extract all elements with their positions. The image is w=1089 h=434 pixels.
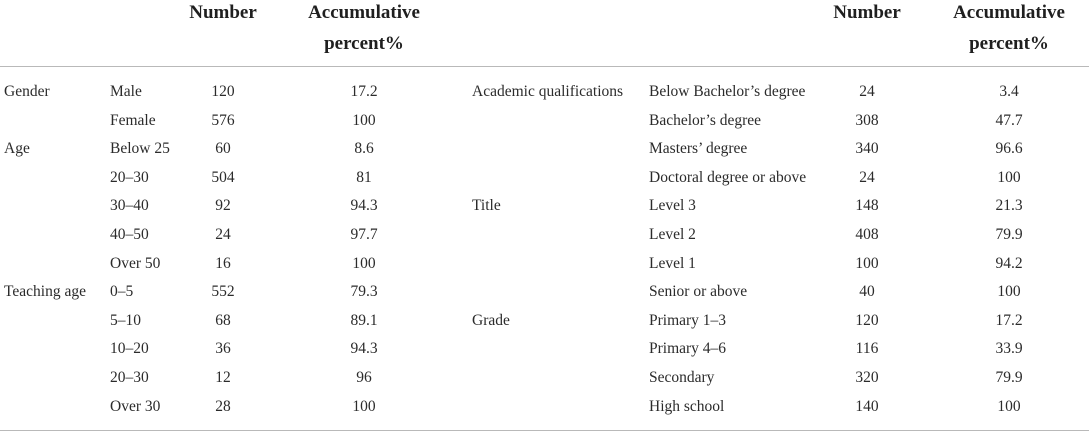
right-subcategory: Level 2: [649, 226, 696, 243]
left-percent: 100: [352, 397, 376, 415]
left-percent: 81: [356, 168, 372, 186]
right-percent: 100: [997, 168, 1021, 186]
right-category: Academic qualifications: [472, 83, 624, 100]
left-subcategory: Over 30: [110, 397, 161, 415]
right-number: 24: [859, 168, 875, 186]
table-row: [0, 164, 1089, 192]
left-number: 552: [211, 283, 235, 301]
header-right-percent-line2: percent%: [969, 33, 1049, 54]
right-category: Title: [472, 197, 501, 215]
right-number: 24: [859, 83, 875, 100]
right-percent: 33.9: [995, 340, 1023, 358]
right-subcategory: High school: [649, 397, 725, 415]
right-percent: 96.6: [995, 140, 1023, 158]
left-percent: 100: [352, 254, 376, 272]
table-row: [0, 278, 1089, 306]
table-bottom-rule: [0, 430, 1089, 431]
header-divider: [0, 66, 1089, 67]
right-percent: 79.9: [995, 226, 1023, 243]
right-number: 148: [855, 197, 879, 215]
right-subcategory: Primary 1–3: [649, 311, 727, 329]
table-row: [0, 107, 1089, 135]
right-number: 408: [855, 226, 879, 243]
left-number: 120: [211, 83, 235, 100]
left-subcategory: Female: [110, 111, 156, 129]
left-percent: 8.6: [354, 140, 374, 158]
left-number: 60: [215, 140, 231, 158]
header-right-number: Number: [833, 2, 901, 23]
table-row: [0, 335, 1089, 363]
right-subcategory: Secondary: [649, 369, 715, 386]
left-number: 504: [211, 168, 235, 186]
left-subcategory: 40–50: [110, 226, 149, 243]
table-row: [0, 78, 1089, 106]
right-percent: 21.3: [995, 197, 1023, 215]
left-subcategory: 20–30: [110, 369, 149, 386]
right-percent: 17.2: [995, 311, 1023, 329]
left-percent: 96: [356, 369, 372, 386]
left-percent: 94.3: [350, 340, 378, 358]
left-number: 36: [215, 340, 231, 358]
left-category: Teaching age: [4, 283, 86, 301]
right-number: 308: [855, 111, 879, 129]
left-percent: 94.3: [350, 197, 378, 215]
right-subcategory: Masters’ degree: [649, 140, 748, 158]
right-number: 340: [855, 140, 879, 158]
right-number: 100: [855, 254, 879, 272]
right-subcategory: Level 1: [649, 254, 696, 272]
left-subcategory: 30–40: [110, 197, 149, 215]
left-category: Age: [4, 140, 30, 158]
right-subcategory: Doctoral degree or above: [649, 168, 807, 186]
right-percent: 100: [997, 397, 1021, 415]
left-number: 576: [211, 111, 235, 129]
right-percent: 79.9: [995, 369, 1023, 386]
left-subcategory: 5–10: [110, 311, 141, 329]
left-subcategory: 10–20: [110, 340, 149, 358]
header-right-percent-line1: Accumulative: [953, 2, 1065, 23]
left-number: 68: [215, 311, 231, 329]
right-subcategory: Level 3: [649, 197, 696, 215]
right-subcategory: Bachelor’s degree: [649, 111, 762, 129]
right-number: 320: [855, 369, 879, 386]
right-number: 120: [855, 311, 879, 329]
header-left-percent-line1: Accumulative: [308, 2, 420, 23]
right-subcategory: Primary 4–6: [649, 340, 727, 358]
left-number: 16: [215, 254, 231, 272]
left-subcategory: Below 25: [110, 140, 170, 158]
right-subcategory: Senior or above: [649, 283, 748, 301]
right-number: 140: [855, 397, 879, 415]
left-category: Gender: [4, 83, 50, 100]
right-percent: 3.4: [999, 83, 1019, 100]
left-percent: 17.2: [350, 83, 378, 100]
table-row: [0, 364, 1089, 392]
right-percent: 94.2: [995, 254, 1023, 272]
left-subcategory: 20–30: [110, 168, 149, 186]
header-left-percent-line2: percent%: [324, 33, 404, 54]
left-percent: 89.1: [350, 311, 378, 329]
left-subcategory: Male: [110, 83, 142, 100]
table-row: [0, 192, 1089, 220]
left-percent: 100: [352, 111, 376, 129]
left-number: 28: [215, 397, 231, 415]
table-row: [0, 135, 1089, 163]
right-number: 40: [859, 283, 875, 301]
table-row: [0, 250, 1089, 278]
right-subcategory: Below Bachelor’s degree: [649, 83, 806, 100]
left-percent: 97.7: [350, 226, 378, 243]
left-number: 92: [215, 197, 231, 215]
left-number: 24: [215, 226, 231, 243]
table-row: [0, 307, 1089, 335]
right-category: Grade: [472, 311, 510, 329]
left-percent: 79.3: [350, 283, 378, 301]
header-left-number: Number: [189, 2, 257, 23]
left-subcategory: 0–5: [110, 283, 134, 301]
right-number: 116: [855, 340, 879, 358]
left-number: 12: [215, 369, 231, 386]
table-row: [0, 393, 1089, 421]
left-subcategory: Over 50: [110, 254, 161, 272]
table-row: [0, 221, 1089, 249]
right-percent: 100: [997, 283, 1021, 301]
right-percent: 47.7: [995, 111, 1023, 129]
